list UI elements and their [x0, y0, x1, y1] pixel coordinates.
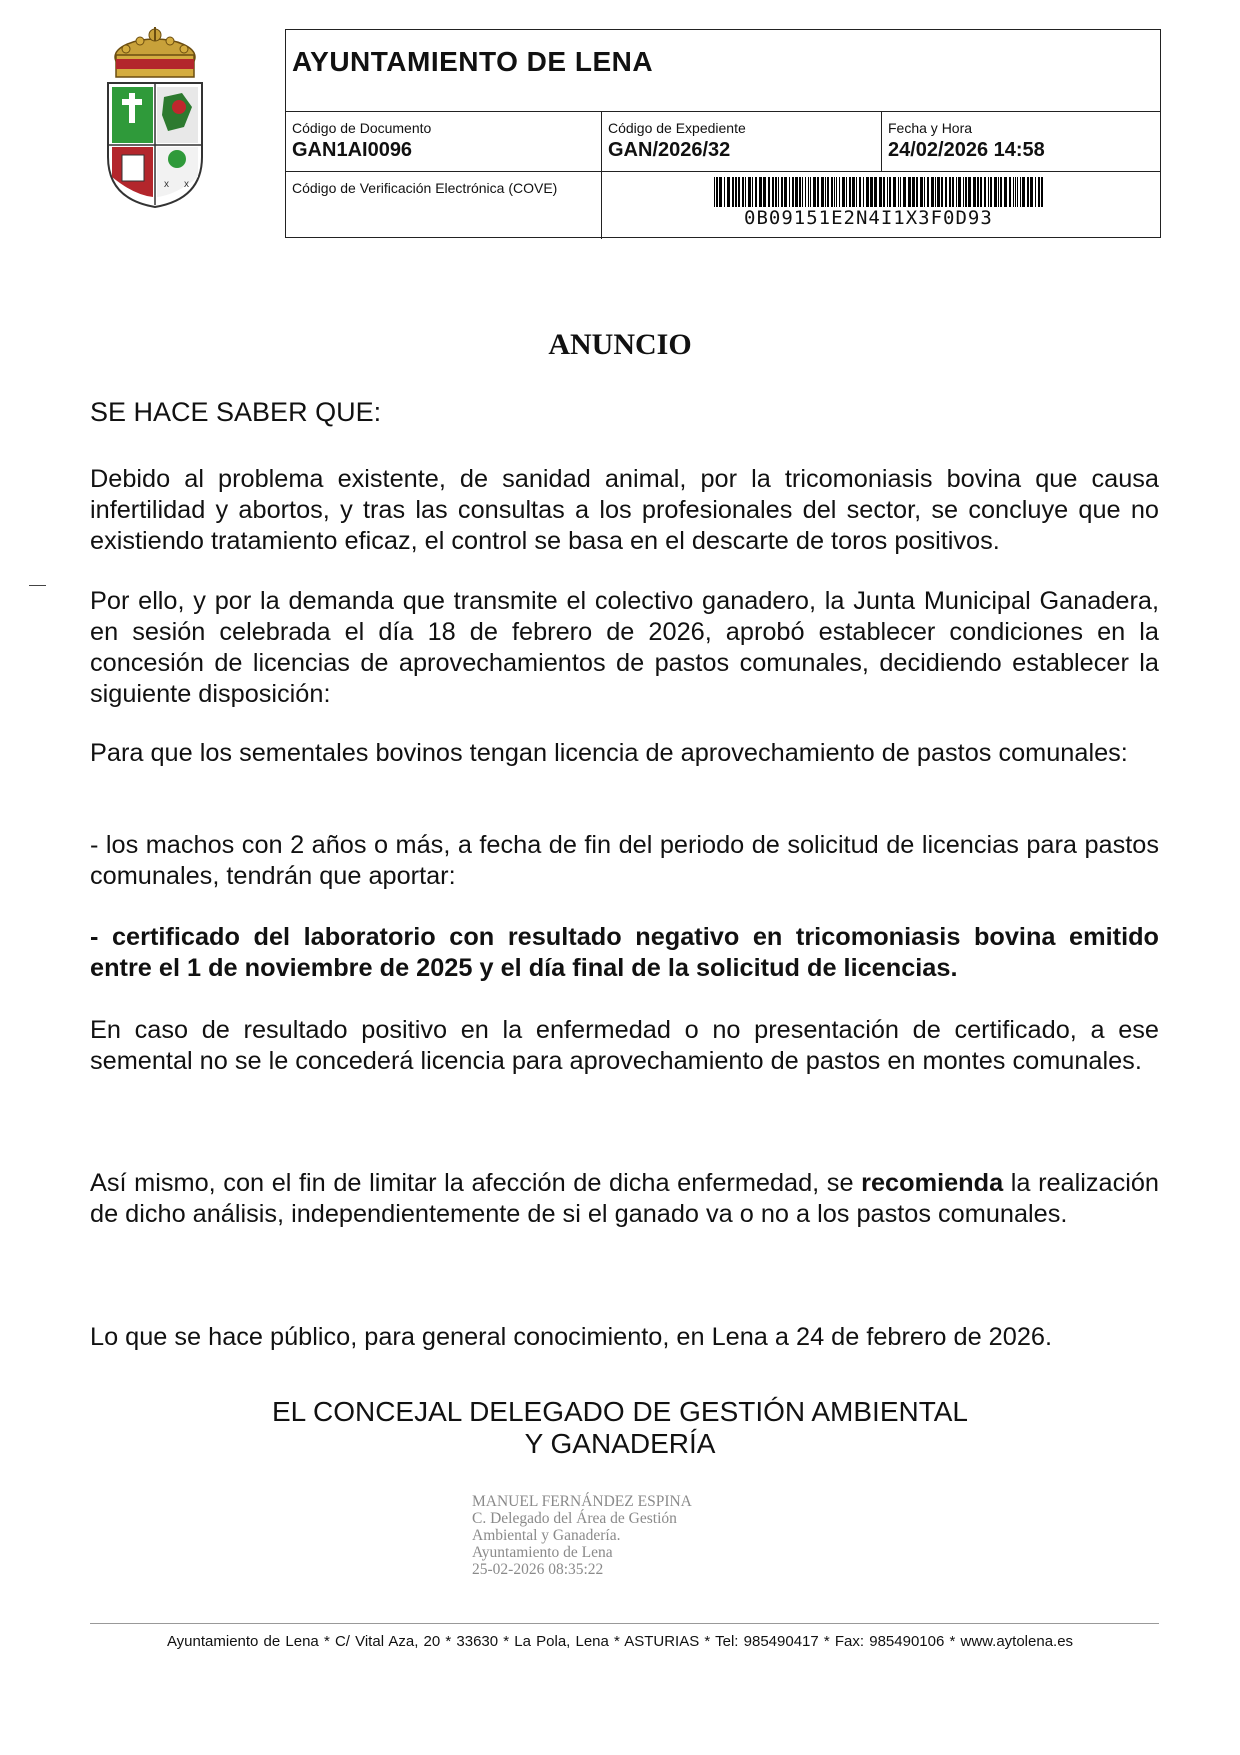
stamp-line: Ambiental y Ganadería. — [472, 1527, 621, 1544]
recommend-emphasis: recomienda — [861, 1169, 1004, 1197]
barcode-bar — [968, 177, 971, 207]
barcode-bar — [1004, 177, 1007, 207]
barcode-bar — [719, 177, 722, 207]
paragraph-3: Para que los sementales bovinos tengan licencia de aprovechamiento de pastos comunales: — [90, 739, 1128, 767]
barcode-bar — [852, 177, 855, 207]
barcode-bar — [768, 177, 770, 207]
organization-name: AYUNTAMIENTO DE LENA — [292, 46, 654, 77]
barcode-bar — [956, 177, 957, 207]
barcode-bar — [732, 177, 734, 207]
barcode-bar — [980, 177, 982, 207]
barcode-bar — [879, 177, 882, 207]
barcode-bar — [738, 177, 740, 207]
barcode-bar — [912, 177, 915, 207]
barcode-bar — [849, 177, 851, 207]
barcode-bar — [714, 177, 715, 207]
barcode-bar — [883, 177, 885, 207]
margin-mark — [29, 585, 46, 586]
document-code-value: GAN1AI0096 — [292, 139, 413, 161]
barcode-bar — [846, 177, 847, 207]
barcode-bar — [1020, 177, 1021, 207]
file-code-value: GAN/2026/32 — [608, 139, 731, 161]
barcode-bar — [799, 177, 801, 207]
barcode-bar — [863, 177, 864, 207]
barcode-bar — [810, 177, 811, 207]
paragraph-4: - los machos con 2 años o más, a fecha de fin del periodo de solicitud de licencias para pastos comunales, tendrán que aportar: — [90, 831, 1159, 890]
barcode-bar — [856, 177, 857, 207]
barcode-bar — [1022, 177, 1025, 207]
barcode-bar — [778, 177, 779, 207]
barcode-bar — [889, 177, 891, 207]
barcode-bar — [935, 177, 936, 207]
barcode-bar — [945, 177, 947, 207]
barcode-bar — [924, 177, 925, 207]
header-cove-row — [286, 172, 1160, 239]
barcode-bar — [984, 177, 986, 207]
barcode-bar — [874, 177, 877, 207]
barcode-bar — [789, 177, 790, 207]
barcode-bar — [716, 177, 718, 207]
paragraph-7-start: Así mismo, con el fin de limitar la afección de dicha enfermedad, se — [90, 1169, 862, 1197]
paragraph-6: En caso de resultado positivo en la enfermedad o no presentación de certificado, a ese semental no se le concederá licencia para aprovechamiento de pastos en montes comunales. — [90, 1016, 1159, 1075]
barcode-bar — [920, 177, 923, 207]
document-code-cell — [286, 112, 602, 171]
barcode-bar — [859, 177, 861, 207]
barcode-bar — [802, 177, 803, 207]
barcode-bar — [1000, 177, 1002, 207]
barcode-bar — [1027, 177, 1029, 207]
barcode-bar — [792, 177, 794, 207]
header-title-row — [286, 30, 1160, 112]
barcode-bar — [808, 177, 809, 207]
stamp-line: Ayuntamiento de Lena — [472, 1544, 613, 1561]
barcode-bar — [866, 177, 869, 207]
barcode-bar — [834, 177, 835, 207]
paragraph-7-end: la realización de dicho análisis, independientemente de si el ganado va o no a los pastos comunales. — [90, 1169, 1159, 1228]
paragraph-2: Por ello, y por la demanda que transmite el colectivo ganadero, la Junta Municipal Ganadera, en sesión celebrada el día 18 de febrero de 2026, aprobó establecer condiciones en la concesión de licencias de aprovechamientos de pastos comunales, decidiendo establecer la siguiente disposición: — [90, 587, 1159, 708]
barcode-bar — [742, 177, 744, 207]
datetime-value: 24/02/2026 14:58 — [888, 139, 1045, 161]
barcode-bar — [821, 177, 824, 207]
barcode-bar — [817, 177, 819, 207]
barcode-bar — [916, 177, 918, 207]
barcode-bar — [994, 177, 997, 207]
barcode-bar — [748, 177, 751, 207]
barcode-bar — [755, 177, 757, 207]
barcode-bar — [1013, 177, 1014, 207]
barcode-bar — [784, 177, 787, 207]
datetime-label: Fecha y Hora — [888, 120, 973, 136]
barcode-bar — [1017, 177, 1018, 207]
barcode-bar — [988, 177, 989, 207]
barcode-bar — [1038, 177, 1040, 207]
barcode-bar — [781, 177, 783, 207]
barcode-bar — [977, 177, 979, 207]
barcode-bar — [831, 177, 833, 207]
barcode-bar — [727, 177, 730, 207]
document-title: ANUNCIO — [548, 328, 692, 361]
paragraph-1: Debido al problema existente, de sanidad animal, por la tricomoniasis bovina que causa infertilidad y abortos, y tras las consultas a los profesionales del sector, se concluye que no existiendo tratamiento eficaz, el control se basa en el descarte de toros positivos. — [90, 465, 1159, 555]
barcode-bar — [931, 177, 934, 207]
barcode-bar — [927, 177, 929, 207]
closing-line: Lo que se hace público, para general conocimiento, en Lena a 24 de febrero de 2026. — [90, 1323, 1052, 1351]
barcode-image — [714, 177, 1044, 207]
document-code-label: Código de Documento — [292, 120, 432, 136]
barcode-bar — [827, 177, 829, 207]
barcode-bar — [752, 177, 753, 207]
barcode-bar — [908, 177, 911, 207]
paragraph-7 — [90, 1168, 1159, 1230]
barcode-bar — [965, 177, 967, 207]
barcode-bar — [759, 177, 762, 207]
document-header-table — [285, 29, 1161, 238]
barcode-bar — [842, 177, 845, 207]
intro-line: SE HACE SABER QUE: — [90, 397, 382, 427]
barcode-bar — [813, 177, 816, 207]
signer-role-line-1: EL CONCEJAL DELEGADO DE GESTIÓN AMBIENTAL — [271, 1396, 969, 1427]
barcode-bar — [949, 177, 951, 207]
barcode-bar — [973, 177, 976, 207]
barcode-bar — [825, 177, 826, 207]
barcode-bar — [745, 177, 746, 207]
footer-divider — [90, 1623, 1159, 1624]
barcode-bar — [836, 177, 837, 207]
barcode-bar — [998, 177, 999, 207]
barcode-bar — [839, 177, 840, 207]
barcode-bar — [724, 177, 725, 207]
barcode-bar — [952, 177, 954, 207]
barcode-bar — [898, 177, 899, 207]
stamp-line: C. Delegado del Área de Gestión — [472, 1510, 677, 1527]
cove-label-cell — [286, 172, 602, 239]
barcode-bar — [1009, 177, 1011, 207]
paragraph-5-requirement: - certificado del laboratorio con resultado negativo en tricomoniasis bovina emitido entre el 1 de noviembre de 2025 y el día final de la solicitud de licencias. — [90, 923, 1159, 982]
barcode-bar — [941, 177, 943, 207]
electronic-signature-stamp — [472, 1493, 692, 1578]
barcode-bar — [990, 177, 992, 207]
barcode-bar — [870, 177, 873, 207]
barcode-bar — [958, 177, 961, 207]
signer-role-line-2: Y GANADERÍA — [524, 1428, 716, 1459]
barcode-bar — [775, 177, 777, 207]
datetime-cell — [882, 112, 1162, 171]
barcode-bar — [795, 177, 798, 207]
barcode-bar — [1030, 177, 1033, 207]
barcode-bar — [893, 177, 896, 207]
stamp-line: MANUEL FERNÁNDEZ ESPINA — [472, 1493, 692, 1510]
file-code-cell — [602, 112, 882, 171]
barcode-bar — [735, 177, 737, 207]
coat-of-arms-logo — [104, 27, 206, 209]
svg-text:x: x — [164, 179, 169, 190]
barcode-bar — [903, 177, 906, 207]
barcode-bar — [887, 177, 888, 207]
barcode-bar — [1015, 177, 1016, 207]
stamp-line: 25-02-2026 08:35:22 — [472, 1561, 604, 1578]
cove-code-cell — [602, 172, 1162, 239]
cove-code-value: 0B09151E2N4I1X3F0D93 — [744, 207, 993, 229]
barcode-bar — [963, 177, 964, 207]
barcode-bar — [1035, 177, 1036, 207]
file-code-label: Código de Expediente — [608, 120, 746, 136]
footer-contact: Ayuntamiento de Lena * C/ Vital Aza, 20 * 33630 * La Pola, Lena * ASTURIAS * Tel: 985490417 * Fax: 985490106 * www.aytolena.es — [166, 1633, 1074, 1650]
barcode-bar — [937, 177, 940, 207]
barcode-bar — [900, 177, 901, 207]
barcode-bar — [805, 177, 806, 207]
barcode-bar — [763, 177, 766, 207]
cove-label: Código de Verificación Electrónica (COVE) — [292, 180, 558, 196]
barcode-bar — [772, 177, 774, 207]
barcode-bar — [1041, 177, 1043, 207]
header-codes-row — [286, 112, 1160, 172]
svg-text:x: x — [184, 179, 189, 190]
